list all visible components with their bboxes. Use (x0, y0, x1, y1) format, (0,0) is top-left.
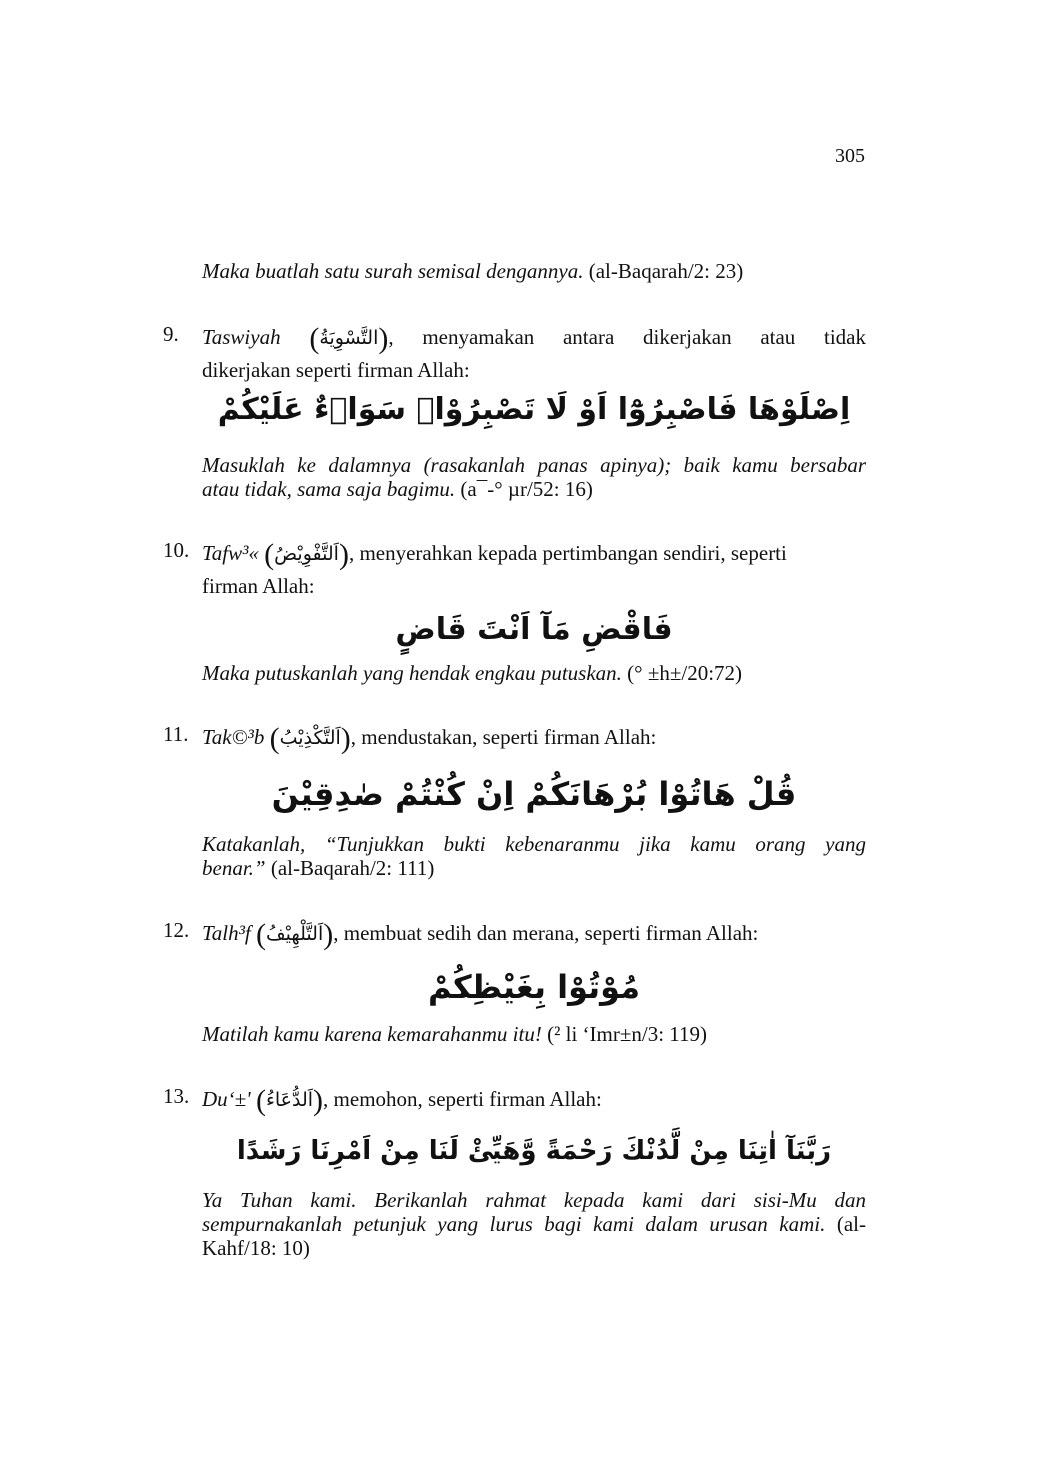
translation (202, 832, 866, 880)
description: , membuat sedih dan merana, seperti firman Allah: (333, 921, 759, 945)
translation-line: sempurnakanlah petunjuk yang lurus bagi kami dalam urusan kami. (202, 1212, 826, 1236)
term: Du‘±' (202, 1087, 251, 1111)
item-heading: Tafw³« (اَلتَّفْوِيْضُ), menyerahkan kepada pertimbangan sendiri, seperti (202, 538, 787, 571)
arabic-term: اَلدُّعَاءُ (265, 1089, 314, 1111)
translation (202, 453, 866, 501)
quran-verse: اِصْلَوْهَا فَاصْبِرُوْٓا اَوْ لَا تَصْبِرُوْاۚ سَوَاۤءٌ عَلَيْكُمْ (217, 392, 851, 427)
item-number: 10. (163, 538, 190, 562)
translation-line: Matilah kamu karena kemarahanmu itu! (202, 1022, 542, 1046)
item-heading: Tak©³b (اَلتَّكْذِيْبُ), mendustakan, seperti firman Allah: (202, 722, 657, 755)
translation-line: Maka putuskanlah yang hendak engkau putuskan. (202, 661, 622, 685)
quran-verse: رَبَّنَآ اٰتِنَا مِنْ لَّدُنْكَ رَحْمَةً وَّهَيِّئْ لَنَا مِنْ اَمْرِنَا رَشَدًا (236, 1136, 832, 1166)
term: Tafw³« (202, 541, 259, 565)
verse-reference: (al-Baqarah/2: 23) (588, 259, 744, 283)
quran-verse: قُلْ هَاتُوْا بُرْهَانَكُمْ اِنْ كُنْتُمْ صٰدِقِيْنَ (271, 775, 797, 813)
item-heading: Talh³f (اَلتَّلْهِيْفُ), membuat sedih dan merana, seperti firman Allah: (202, 918, 759, 951)
verse-reference: (al- (836, 1212, 866, 1236)
verse-reference: (al-Baqarah/2: 111) (270, 856, 435, 880)
translation-line: atau tidak, sama saja bagimu. (202, 477, 456, 501)
verse-reference: (a¯-° µr/52: 16) (460, 477, 593, 501)
verse-reference: (° ±h±/20:72) (627, 661, 743, 685)
term: Talh³f (202, 921, 251, 945)
quran-verse: مُوْتُوْا بِغَيْظِكُمْ (427, 968, 641, 1006)
intro-translation (202, 259, 866, 284)
arabic-term: اَلتَّكْذِيْبُ (279, 727, 341, 749)
item-number: 11. (163, 722, 189, 746)
description: , menyamakan antara dikerjakan atau tidak (388, 325, 866, 349)
item-number: 12. (163, 918, 190, 942)
description-cont: firman Allah: (202, 574, 315, 598)
verse-reference: (² li ‘Imr±n/3: 119) (547, 1022, 708, 1046)
item-heading: Du‘±' (اَلدُّعَاءُ), memohon, seperti firman Allah: (202, 1084, 602, 1117)
translation-line: Katakanlah, “Tunjukkan bukti kebenaranmu jika kamu orang yang (202, 832, 866, 856)
translation-line: Ya Tuhan kami. Berikanlah rahmat kepada kami dari sisi-Mu dan (202, 1188, 866, 1212)
description: , menyerahkan kepada pertimbangan sendiri, seperti (348, 541, 787, 565)
translation-line: benar.” (202, 856, 266, 880)
arabic-term: اَلتَّفْوِيْضُ (274, 543, 339, 565)
verse-reference-cont: Kahf/18: 10) (202, 1236, 310, 1260)
description-cont: dikerjakan seperti firman Allah: (202, 358, 470, 382)
description: , memohon, seperti firman Allah: (323, 1087, 602, 1111)
item-number: 9. (163, 322, 179, 346)
arabic-term: اَلتَّلْهِيْفُ (265, 923, 324, 945)
translation-text: Maka buatlah satu surah semisal dengannya. (202, 259, 584, 283)
term: Taswiyah (202, 325, 281, 349)
arabic-term: التَّسْوِيَةُ (319, 327, 379, 349)
item-number: 13. (163, 1084, 190, 1108)
term: Tak©³b (202, 725, 265, 749)
description: , mendustakan, seperti firman Allah: (350, 725, 657, 749)
translation-line: Masuklah ke dalamnya (rasakanlah panas apinya); baik kamu bersabar (202, 453, 866, 477)
translation (202, 1022, 866, 1047)
item-heading: Taswiyah (التَّسْوِيَةُ), menyamakan antara dikerjakan atau tidak (202, 322, 866, 355)
translation (202, 1188, 866, 1260)
page-number: 305 (835, 145, 865, 167)
translation (202, 661, 866, 686)
quran-verse: فَاقْضِ مَآ اَنْتَ قَاضٍ (395, 612, 673, 647)
